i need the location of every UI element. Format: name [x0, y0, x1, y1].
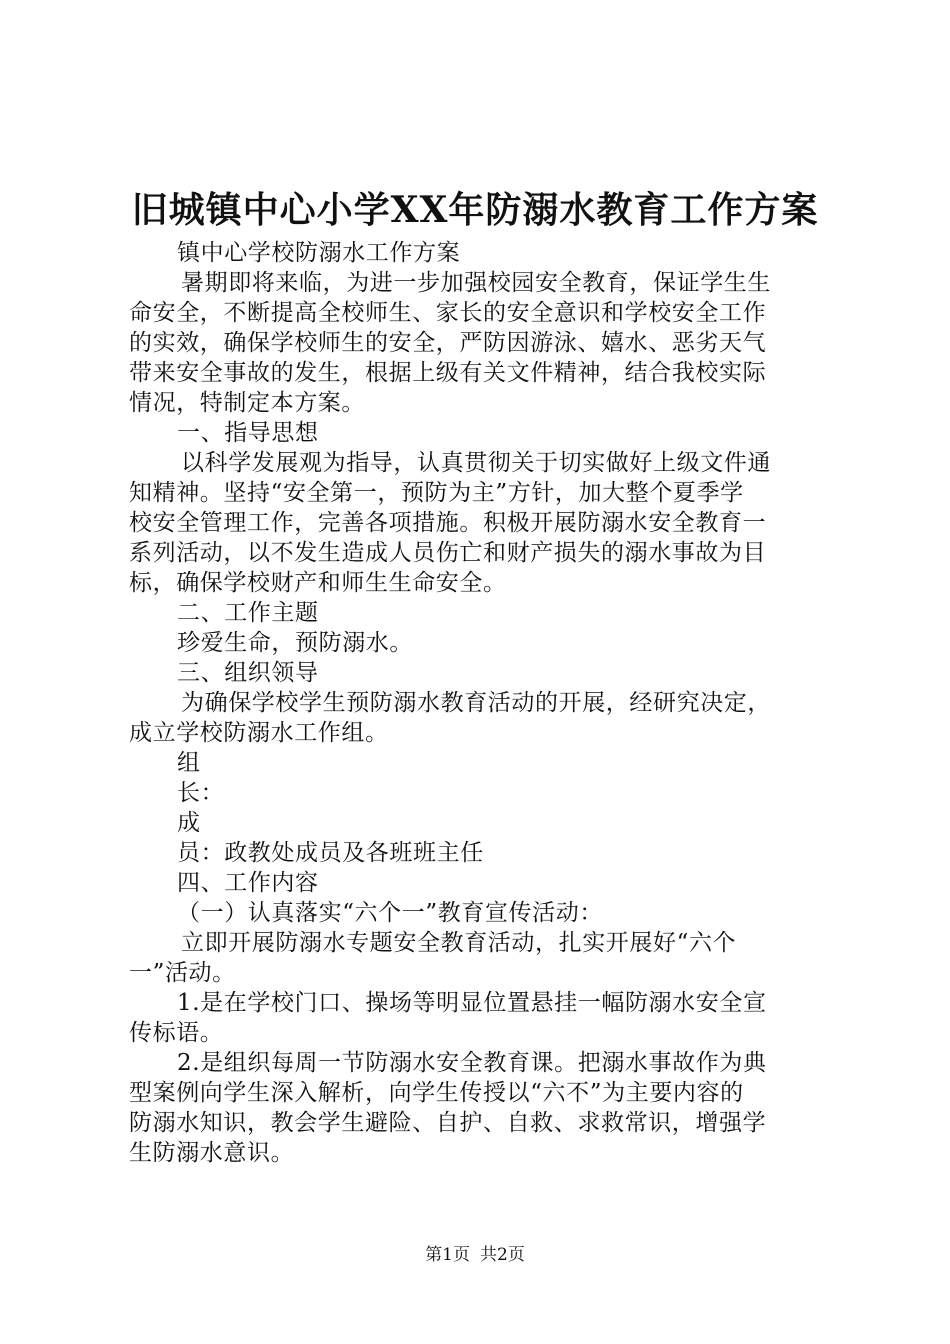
body-line: 员：政教处成员及各班班主任: [177, 840, 484, 866]
body-line: 生防溺水意识。: [129, 1140, 295, 1166]
section-heading: 二、工作主题: [177, 600, 319, 626]
section-heading: 三、组织领导: [177, 660, 319, 686]
body-line: 型案例向学生深入解析，向学生传授以“六不”为主要内容的: [129, 1080, 744, 1106]
body-line: 组: [177, 750, 201, 776]
body-line: 传标语。: [129, 1020, 224, 1046]
body-line: 带来安全事故的发生，根据上级有关文件精神，结合我校实际: [129, 360, 767, 386]
body-line: 成立学校防溺水工作组。: [129, 720, 389, 746]
body-line: 命安全，不断提高全校师生、家长的安全意识和学校安全工作: [129, 300, 767, 326]
body-line: 长：: [177, 780, 225, 806]
body-line: 成: [177, 810, 201, 836]
page-footer: [0, 1243, 950, 1267]
body-line: 暑期即将来临，为进一步加强校园安全教育，保证学生生: [181, 270, 771, 296]
document-title: 旧城镇中心小学XX年防溺水教育工作方案: [131, 189, 819, 231]
body-line: 以科学发展观为指导，认真贯彻关于切实做好上级文件通: [181, 450, 771, 476]
body-line: 一”活动。: [129, 960, 236, 986]
body-line: 镇中心学校防溺水工作方案: [177, 240, 461, 266]
page-total: 共2页: [480, 1245, 525, 1265]
body-line: 防溺水知识，教会学生避险、自护、自救、求救常识，增强学: [129, 1110, 767, 1136]
body-line: 1.是在学校门口、操场等明显位置悬挂一幅防溺水安全宣: [177, 990, 767, 1016]
body-line: 的实效，确保学校师生的安全，严防因游泳、嬉水、恶劣天气: [129, 330, 767, 356]
subsection-heading: （一）认真落实“六个一”教育宣传活动：: [177, 900, 603, 926]
section-heading: 一、指导思想: [177, 420, 319, 446]
body-line: 2.是组织每周一节防溺水安全教育课。把溺水事故作为典: [177, 1050, 767, 1076]
body-line: 校安全管理工作，完善各项措施。积极开展防溺水安全教育一: [129, 510, 767, 536]
body-line: 知精神。坚持“安全第一，预防为主”方针，加大整个夏季学: [129, 480, 744, 506]
body-line: 立即开展防溺水专题安全教育活动，扎实开展好“六个: [181, 930, 737, 956]
body-line: 情况，特制定本方案。: [129, 390, 365, 416]
body-line: 珍爱生命，预防溺水。: [177, 630, 413, 656]
body-line: 系列活动，以不发生造成人员伤亡和财产损失的溺水事故为目: [129, 540, 767, 566]
page-number: 第1页: [425, 1245, 470, 1265]
body-line: 标，确保学校财产和师生生命安全。: [129, 570, 507, 596]
section-heading: 四、工作内容: [177, 870, 319, 896]
body-line: 为确保学校学生预防溺水教育活动的开展，经研究决定，: [181, 690, 771, 716]
document-body: [129, 238, 829, 1168]
